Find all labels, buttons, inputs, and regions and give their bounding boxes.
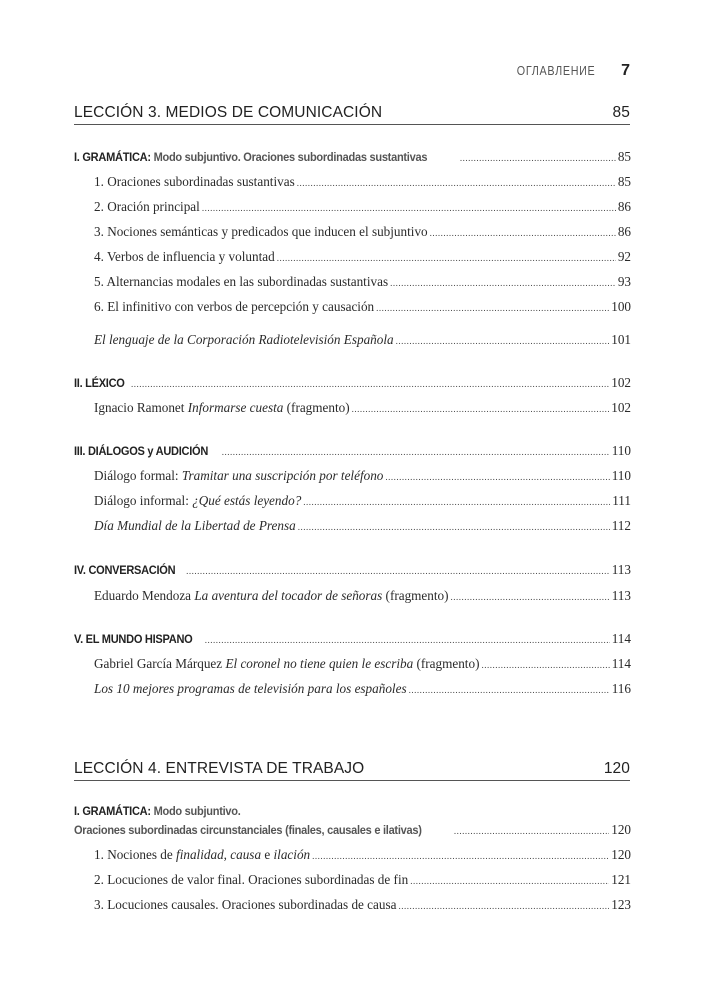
section-label: IV. CONVERSACIÓN (74, 563, 176, 577)
toc-entry[interactable] (94, 897, 631, 917)
toc-entry[interactable] (94, 174, 631, 194)
entry-page: 110 (611, 443, 631, 458)
leader-dots (451, 592, 610, 602)
entry-title: 3. Locuciones causales. Oraciones subordinadas de causa (94, 897, 397, 912)
leader-dots (398, 901, 609, 911)
toc-entry-conversacion[interactable] (74, 562, 631, 582)
toc-entry[interactable] (94, 274, 631, 294)
entry-title: Día Mundial de la Libertad de Prensa (94, 518, 296, 533)
entry-page: 92 (617, 249, 631, 264)
leader-dots (352, 404, 610, 414)
toc-entry[interactable] (94, 847, 631, 867)
leader-dots (131, 379, 609, 389)
leader-dots (202, 203, 616, 213)
leader-dots (385, 472, 609, 482)
entry-title: Ignacio Ramonet Informarse cuesta (fragmento) (94, 400, 350, 415)
entry-title: 2. Locuciones de valor final. Oraciones subordinadas de fin (94, 872, 409, 887)
lesson-title: LECCIÓN 4. ENTREVISTA DE TRABAJO (74, 760, 365, 777)
leader-dots (298, 522, 610, 532)
lesson-4-heading[interactable] (74, 760, 630, 781)
leader-dots (312, 851, 609, 861)
entry-page: 85 (617, 174, 631, 189)
leader-dots (409, 685, 610, 695)
entry-title: 4. Verbos de influencia y voluntad (94, 249, 275, 264)
entry-title: Eduardo Mendoza La aventura del tocador de señoras (fragmento) (94, 588, 449, 603)
leader-dots (410, 876, 609, 886)
leader-dots (297, 178, 616, 188)
leader-dots (396, 336, 610, 346)
leader-dots (277, 253, 616, 263)
entry-page: 100 (611, 299, 631, 314)
entry-page: 114 (611, 656, 631, 671)
lesson-page: 85 (612, 104, 630, 121)
entry-title: El lenguaje de la Corporación Radiotelevisión Española (94, 332, 394, 347)
toc-entry[interactable] (94, 681, 631, 701)
section-label: III. DIÁLOGOS y AUDICIÓN (74, 444, 209, 458)
entry-title: 2. Oración principal (94, 199, 200, 214)
entry-page: 121 (611, 872, 631, 887)
entry-title: 5. Alternancias modales en las subordinadas sustantivas (94, 274, 389, 289)
toc-entry-gramatica[interactable] (74, 822, 631, 842)
entry-title: Los 10 mejores programas de televisión para los españoles (94, 681, 407, 696)
entry-page: 111 (612, 493, 631, 508)
section-topic: Oraciones subordinadas circunstanciales (finales, causales e ilativas) (74, 823, 422, 837)
entry-page: 113 (611, 562, 631, 577)
section-label: I. GRAMÁTICA: Modo subjuntivo. Oraciones subordinadas sustantivas (74, 150, 428, 164)
leader-dots (186, 566, 610, 576)
entry-title: 6. El infinitivo con verbos de percepción y causación (94, 299, 375, 314)
lesson-page: 120 (603, 760, 630, 777)
entry-page: 102 (611, 375, 631, 390)
leader-dots (481, 660, 609, 670)
toc-entry[interactable] (94, 872, 631, 892)
toc-entry-gramatica[interactable] (74, 149, 631, 169)
leader-dots (222, 447, 610, 457)
entry-page: 93 (617, 274, 631, 289)
entry-page: 101 (611, 332, 631, 347)
toc-entry[interactable] (94, 332, 631, 352)
entry-page: 114 (611, 631, 631, 646)
entry-page: 120 (611, 847, 631, 862)
entry-page: 116 (611, 681, 631, 696)
toc-entry[interactable] (94, 588, 631, 608)
leader-dots (390, 278, 616, 288)
entry-title: Diálogo informal: ¿Qué estás leyendo? (94, 493, 302, 508)
toc-entry[interactable] (94, 224, 631, 244)
entry-page: 110 (611, 468, 631, 483)
section-label-gramatica[interactable]: I. GRAMÁTICA: Modo subjuntivo. (74, 804, 241, 818)
lesson-title: LECCIÓN 3. MEDIOS DE COMUNICACIÓN (74, 104, 383, 121)
leader-dots (454, 826, 609, 836)
entry-title: Diálogo formal: Tramitar una suscripción por teléfono (94, 468, 384, 483)
entry-page: 113 (611, 588, 631, 603)
page-number: 7 (621, 62, 630, 79)
entry-page: 86 (617, 224, 631, 239)
entry-title: 1. Oraciones subordinadas sustantivas (94, 174, 295, 189)
toc-entry[interactable] (94, 299, 631, 319)
lesson-3-heading[interactable] (74, 104, 630, 125)
entry-page: 102 (611, 400, 631, 415)
toc-entry-lexico[interactable] (74, 375, 631, 395)
running-head (504, 62, 630, 80)
leader-dots (303, 497, 610, 507)
entry-page: 85 (617, 149, 631, 164)
toc-entry-dialogos[interactable] (74, 443, 631, 463)
toc-entry[interactable] (94, 656, 631, 676)
leader-dots (460, 153, 616, 163)
entry-page: 120 (611, 822, 631, 837)
entry-title: 3. Nociones semánticas y predicados que inducen el subjuntivo (94, 224, 428, 239)
toc-entry[interactable] (94, 249, 631, 269)
running-head-title: ОГЛАВЛЕНИЕ (516, 64, 596, 78)
toc-entry[interactable] (94, 400, 631, 420)
entry-title: Gabriel García Márquez El coronel no tiene quien le escriba (fragmento) (94, 656, 480, 671)
section-label: V. EL MUNDO HISPANO (74, 632, 193, 646)
entry-page: 123 (611, 897, 631, 912)
toc-entry[interactable] (94, 518, 631, 538)
entry-page: 112 (611, 518, 631, 533)
toc-entry[interactable] (94, 493, 631, 513)
leader-dots (430, 228, 616, 238)
toc-entry[interactable] (94, 468, 631, 488)
leader-dots (205, 635, 610, 645)
entry-page: 86 (617, 199, 631, 214)
section-label: II. LÉXICO (74, 376, 125, 390)
entry-title: 1. Nociones de finalidad, causa e ilación (94, 847, 311, 862)
toc-entry[interactable] (94, 199, 631, 219)
leader-dots (376, 303, 609, 313)
toc-entry-mundo[interactable] (74, 631, 631, 651)
